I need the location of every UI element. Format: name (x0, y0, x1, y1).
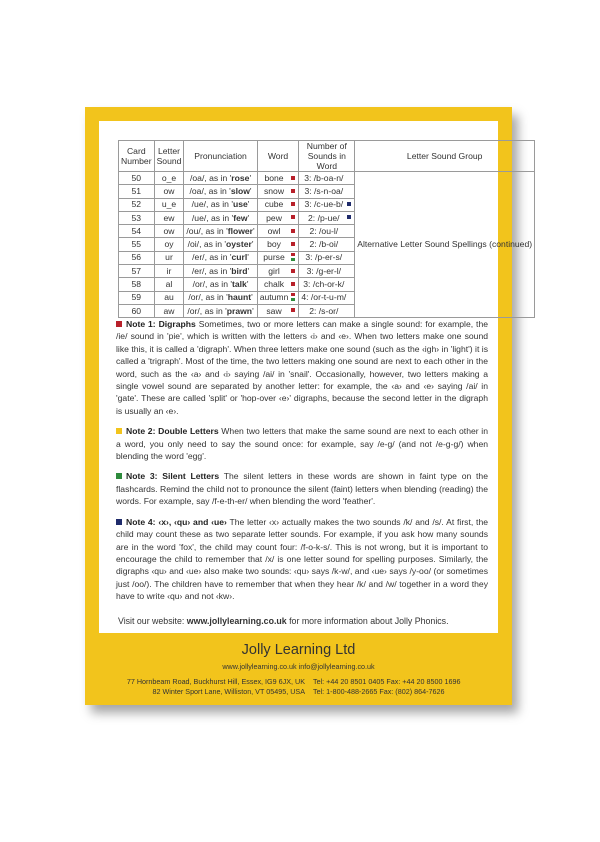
card-number-cell: 60 (119, 304, 155, 317)
website-link[interactable]: www.jollylearning.co.uk (186, 616, 287, 626)
word-cell (257, 198, 299, 211)
pronunciation-cell (184, 304, 257, 317)
sound-count-text: 2: /b-oi/ (309, 239, 339, 250)
sound-count-text: 3: /p-er-s/ (305, 252, 343, 263)
word-text: owl (267, 225, 281, 236)
word-cell (257, 172, 299, 185)
navy-square-icon (116, 519, 122, 525)
sound-count-cell (299, 251, 355, 264)
content-panel (99, 121, 533, 633)
navy-square-icon (347, 202, 351, 206)
pronunciation-text: /or/, as in ' (188, 292, 228, 303)
pronunciation-quote: ' (246, 279, 249, 290)
red-square-icon (291, 242, 295, 246)
pronunciation-quote: ' (249, 185, 252, 196)
red-square-icon (116, 321, 122, 327)
word-text: boy (267, 239, 281, 250)
card-number-cell: 54 (119, 225, 155, 238)
word-cell (257, 225, 299, 238)
example-word: few (233, 212, 248, 223)
pronunciation-quote: ' (252, 305, 254, 316)
example-word: slow (230, 185, 250, 196)
example-word: rose (231, 172, 250, 183)
pronunciation-text: /ue/, as in ' (191, 212, 234, 223)
word-cell (257, 211, 299, 224)
note-double-letters: Note 2: Double Letters When two letters that make the same sound are next to each other in a word, you only need to say the sound once: for example, say /e-g/ (and not /e-g-g/) when blending the word 'egg'. (116, 426, 488, 462)
sound-count-text: 4: /or-t-u-m/ (301, 292, 347, 303)
example-word: use (232, 199, 248, 210)
word-text: girl (268, 265, 280, 276)
word-text: autumn (259, 292, 289, 303)
word-cell (257, 185, 299, 198)
pronunciation-text: /ou/, as in ' (186, 225, 228, 236)
table-row (119, 172, 535, 185)
sound-count-cell (299, 278, 355, 291)
note-digraphs: Note 1: Digraphs Sometimes, two or more letters can make a single sound: for example, the /ie/ sound in 'pie', which is written with the letters ‹i› and ‹e›. When two letters make one sound like this, it is called a 'digraph'. When three letters make one sound (such as the ‹igh› in 'light') it is called a 'trigraph'. Most of the time, the two letters making one sound are next to each other in the word, such as the ‹a› and ‹i› saying /ai/ in 'snail'. Occasionally, however, two letters making a single vowel sound are separated by another letter: for example, the ‹a› and ‹e› saying /ai/ in 'gate'. These are called 'split' or 'hop-over ‹e›' digraphs, because the second letter in the digraph is usually an ‹e›. (116, 319, 488, 416)
pronunciation-quote: ' (247, 199, 250, 210)
card-number-cell: 52 (119, 198, 155, 211)
addresses: 77 Hornbeam Road, Buckhurst Hill, Essex, IG9 6JX, UK 82 Winter Sport Lane, Williston, VT 05495, USA (126, 677, 305, 696)
red-square-icon (291, 229, 295, 233)
letter-sound-cell: aw (154, 304, 184, 317)
flashcard-back (85, 107, 533, 705)
sound-count-text: 3: /g-er-l/ (306, 265, 341, 276)
pronunciation-cell (184, 225, 257, 238)
letter-sound-cell: ir (154, 265, 184, 278)
pronunciation-text: /er/, as in ' (191, 265, 232, 276)
sound-count-cell (299, 225, 355, 238)
example-word: talk (232, 279, 247, 290)
sound-count-cell (299, 172, 355, 185)
word-cell (257, 265, 299, 278)
example-word: flower (227, 225, 254, 236)
pronunciation-text: /oa/, as in ' (189, 185, 231, 196)
pronunciation-text: /oi/, as in ' (187, 239, 227, 250)
contact-web-email[interactable]: www.jollylearning.co.uk info@jollylearning.co.uk (222, 662, 375, 671)
red-square-icon (291, 215, 295, 219)
pronunciation-quote: ' (251, 292, 253, 303)
pronunciation-text: /oa/, as in ' (190, 172, 232, 183)
letter-sound-cell: ow (154, 185, 184, 198)
word-text: bone (264, 172, 284, 183)
pronunciation-cell (184, 278, 257, 291)
word-cell (257, 304, 299, 317)
word-cell (257, 278, 299, 291)
notes-section (116, 318, 488, 611)
sound-count-cell (299, 185, 355, 198)
letter-sound-cell: u_e (154, 198, 184, 211)
red-square-icon (291, 308, 295, 312)
pronunciation-text: /ue/, as in ' (191, 199, 233, 210)
header-pronunciation: Pronunciation (184, 141, 257, 172)
sound-count-cell (299, 211, 355, 224)
letter-sound-cell: o_e (154, 172, 184, 185)
pronunciation-cell (184, 185, 257, 198)
word-cell (257, 291, 299, 304)
pronunciation-quote: ' (253, 225, 255, 236)
letter-sound-group-cell: Alternative Letter Sound Spellings (continued) (355, 172, 535, 318)
word-cell (257, 251, 299, 264)
sound-count-text: 2: /ou-l/ (309, 225, 339, 236)
card-number-cell: 57 (119, 265, 155, 278)
pronunciation-text: /or/, as in ' (192, 279, 232, 290)
sound-count-text: 3: /s-n-oa/ (304, 185, 344, 196)
letter-sound-cell: oy (154, 238, 184, 251)
letter-sound-cell: ur (154, 251, 184, 264)
pronunciation-quote: ' (249, 172, 252, 183)
pronunciation-cell (184, 211, 257, 224)
pronunciation-cell (184, 198, 257, 211)
pronunciation-quote: ' (247, 265, 250, 276)
green-square-icon (291, 258, 295, 262)
pronunciation-quote: ' (247, 252, 249, 263)
red-square-icon (291, 269, 295, 273)
example-word: bird (231, 265, 248, 276)
letter-sound-table (118, 140, 535, 318)
red-square-icon (291, 293, 295, 297)
card-number-cell: 53 (119, 211, 155, 224)
header-word: Word (257, 141, 299, 172)
red-square-icon (291, 282, 295, 286)
example-word: curl (231, 252, 248, 263)
red-square-icon (291, 189, 295, 193)
header-letter-sound-group: Letter Sound Group (355, 141, 535, 172)
word-text: snow (263, 185, 285, 196)
pronunciation-text: /or/, as in ' (187, 305, 227, 316)
sound-count-text: 3: /ch-or-k/ (303, 279, 345, 290)
pronunciation-quote: ' (247, 212, 250, 223)
phone-numbers: Tel: +44 20 8501 0405 Fax: +44 20 8500 1696 Tel: 1-800-488-2665 Fax: (802) 864-7626 (313, 677, 461, 696)
word-text: chalk (263, 279, 285, 290)
note-silent-letters: Note 3: Silent Letters The silent letters in these words are shown in faint type on the flashcards. Remind the child not to pronounce the silent (faint) letters when blending (reading) the words. For example, say /f-e-th-er/ when blending the word 'feather'. (116, 471, 488, 507)
pronunciation-quote: ' (251, 239, 254, 250)
word-text: pew (266, 212, 282, 223)
letter-sound-cell: ew (154, 211, 184, 224)
card-number-cell: 50 (119, 172, 155, 185)
note-x-qu-ue: Note 4: ‹x›, ‹qu› and ‹ue› The letter ‹x› actually makes the two sounds /k/ and /s/. At first, the child may count these as two separate letter sounds. For example, if you ask how many sounds are in the word 'fox', the child may count four: /f-o-k-s/. This is not wrong, but it is important to encourage the child to remember that /x/ is one letter sound for spelling purposes. Similarly, the digraphs ‹qu› and ‹ue› also make two sounds: ‹qu› says /k-w/, and ‹ue› says /y-oo/ (or sometimes just /oo/). The children have to remember that when they hear /k/ and /w/ together in a word they have to write ‹qu› and not ‹kw›. (116, 516, 489, 602)
header-letter-sound: Letter Sound (154, 141, 184, 172)
word-cell (257, 238, 299, 251)
card-number-cell: 56 (119, 251, 155, 264)
green-square-icon (116, 473, 122, 479)
pronunciation-cell (184, 251, 257, 264)
sound-count-text: 3: /c-ue-b/ (304, 199, 344, 210)
header-number-of-sounds: Number of Sounds in Word (299, 141, 355, 172)
word-text: cube (264, 199, 284, 210)
yellow-square-icon (116, 428, 122, 434)
sound-count-cell (299, 238, 355, 251)
sound-count-cell (299, 304, 355, 317)
pronunciation-cell (184, 265, 257, 278)
card-number-cell: 58 (119, 278, 155, 291)
sound-count-cell (299, 198, 355, 211)
example-word: haunt (227, 292, 252, 303)
table-header-row (119, 141, 535, 172)
letter-sound-cell: au (154, 291, 184, 304)
sound-count-cell (299, 265, 355, 278)
navy-square-icon (347, 215, 351, 219)
pronunciation-cell (184, 238, 257, 251)
sound-count-cell (299, 291, 355, 304)
pronunciation-cell (184, 291, 257, 304)
pronunciation-text: /er/, as in ' (192, 252, 232, 263)
sound-count-text: 2: /s-or/ (309, 305, 339, 316)
example-word: prawn (226, 305, 253, 316)
website-line: Visit our website: www.jollylearning.co.uk for more information about Jolly Phonics. (118, 616, 449, 626)
company-name: Jolly Learning Ltd (241, 642, 356, 658)
card-number-cell: 59 (119, 291, 155, 304)
red-square-icon (291, 253, 295, 257)
red-square-icon (291, 176, 295, 180)
header-card-number: Card Number (119, 141, 155, 172)
letter-sound-cell: ow (154, 225, 184, 238)
card-number-cell: 55 (119, 238, 155, 251)
word-text: saw (266, 305, 282, 316)
example-word: oyster (226, 239, 252, 250)
red-square-icon (291, 202, 295, 206)
sound-count-text: 3: /b-oa-n/ (304, 172, 344, 183)
letter-sound-cell: al (154, 278, 184, 291)
green-square-icon (291, 298, 295, 302)
pronunciation-cell (184, 172, 257, 185)
sound-count-text: 2: /p-ue/ (308, 212, 340, 223)
word-text: purse (263, 252, 285, 263)
card-number-cell: 51 (119, 185, 155, 198)
